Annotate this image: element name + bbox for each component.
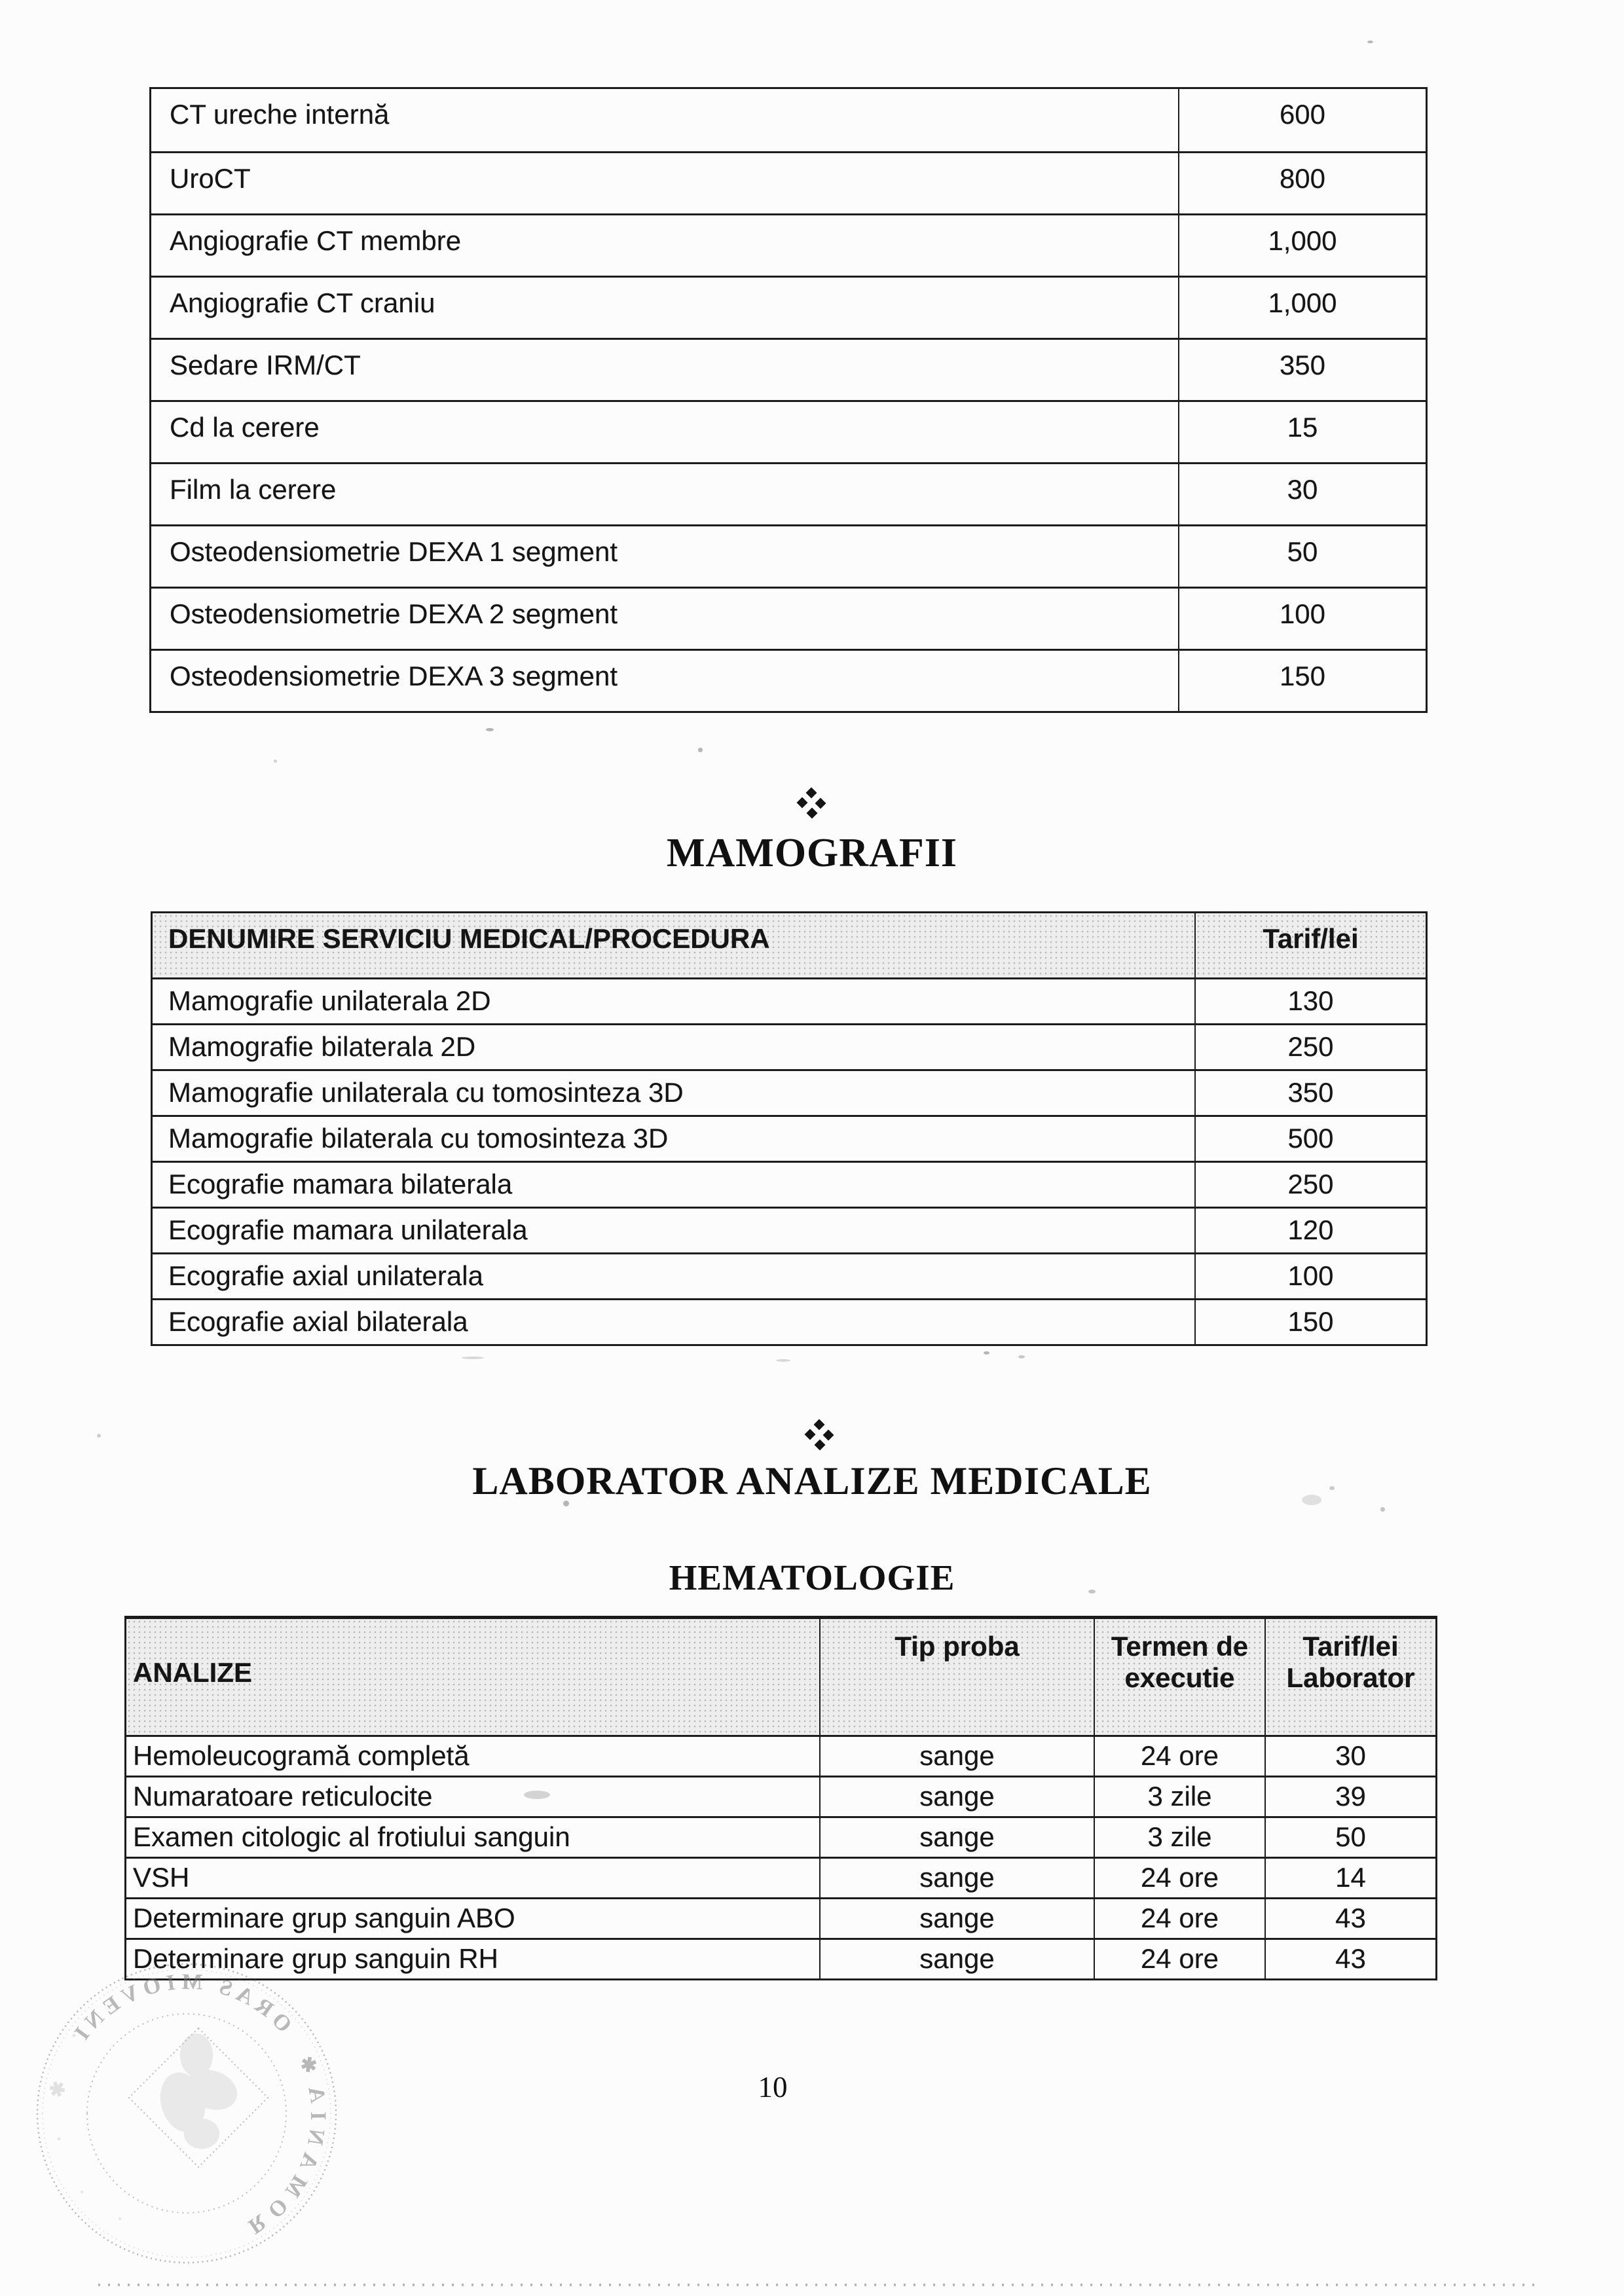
- analysis-price: 43: [1264, 1940, 1435, 1978]
- service-price: 30: [1178, 464, 1426, 524]
- service-name: Osteodensiometrie DEXA 2 segment: [170, 598, 618, 629]
- mamografii-price-table: [151, 911, 1428, 1346]
- service-price: 150: [1194, 1300, 1426, 1344]
- service-name: Ecografie mamara bilaterala: [168, 1169, 513, 1199]
- table-row: [151, 587, 1426, 649]
- table-row: [153, 1161, 1426, 1207]
- service-name: Film la cerere: [170, 474, 337, 505]
- turnaround-time: 3 zile: [1094, 1777, 1264, 1816]
- column-header-service: DENUMIRE SERVICIU MEDICAL/PROCEDURA: [153, 913, 1194, 977]
- service-name: Mamografie bilaterala 2D: [168, 1031, 476, 1062]
- sample-type: sange: [819, 1737, 1094, 1776]
- service-name: Mamografie bilaterala cu tomosinteza 3D: [168, 1123, 669, 1154]
- table-row: [151, 89, 1426, 151]
- sample-type: sange: [819, 1940, 1094, 1978]
- service-name: Osteodensiometrie DEXA 3 segment: [170, 661, 618, 691]
- column-header-tariff: Tarif/lei: [1194, 913, 1426, 977]
- svg-text:ORAS MIOVENI: ORAS MIOVENI: [67, 1969, 297, 2049]
- service-price: 600: [1178, 89, 1426, 151]
- analysis-name: Determinare grup sanguin RH: [133, 1943, 498, 1974]
- service-price: 250: [1194, 1025, 1426, 1069]
- sample-type: sange: [819, 1859, 1094, 1897]
- radiology-price-table: [149, 87, 1428, 713]
- service-name: Ecografie axial unilaterala: [168, 1260, 483, 1291]
- column-header-tarif-laborator: Tarif/lei Laborator: [1264, 1619, 1435, 1735]
- svg-text:✱: ✱: [46, 2079, 71, 2100]
- section-subtitle-hematologie: HEMATOLOGIE: [669, 1558, 955, 1597]
- table-row: [126, 1816, 1435, 1857]
- table-row: [153, 1115, 1426, 1161]
- section-title-laborator: LABORATOR ANALIZE MEDICALE: [472, 1459, 1152, 1503]
- service-name: Ecografie mamara unilaterala: [168, 1214, 528, 1245]
- table-row: [151, 276, 1426, 338]
- service-price: 1,000: [1178, 215, 1426, 276]
- service-price: 120: [1194, 1209, 1426, 1252]
- service-price: 15: [1178, 402, 1426, 462]
- table-header-row: [126, 1619, 1435, 1735]
- service-price: 250: [1194, 1163, 1426, 1207]
- service-name: Cd la cerere: [170, 412, 320, 443]
- service-name: Ecografie axial bilaterala: [168, 1306, 468, 1337]
- turnaround-time: 24 ore: [1094, 1737, 1264, 1776]
- turnaround-time: 3 zile: [1094, 1818, 1264, 1857]
- table-row: [126, 1776, 1435, 1816]
- analysis-price: 43: [1264, 1899, 1435, 1938]
- table-row: [153, 1252, 1426, 1298]
- analysis-price: 39: [1264, 1777, 1435, 1816]
- service-price: 100: [1194, 1254, 1426, 1298]
- table-header-row: [153, 913, 1426, 977]
- service-price: 500: [1194, 1117, 1426, 1161]
- round-official-stamp-icon: [13, 1942, 357, 2295]
- service-name: Mamografie unilaterala 2D: [168, 985, 491, 1016]
- table-row: [151, 151, 1426, 213]
- page-number: 10: [758, 2071, 788, 2104]
- service-name: Angiografie CT craniu: [170, 287, 435, 318]
- service-price: 130: [1194, 979, 1426, 1023]
- column-header-termen: Termen de executie: [1094, 1619, 1264, 1735]
- service-name: Angiografie CT membre: [170, 225, 462, 256]
- column-header-analize: ANALIZE: [126, 1619, 819, 1735]
- analysis-price: 30: [1264, 1737, 1435, 1776]
- analysis-name: VSH: [133, 1862, 190, 1893]
- analysis-price: 50: [1264, 1818, 1435, 1857]
- table-row: [153, 1023, 1426, 1069]
- service-name: Osteodensiometrie DEXA 1 segment: [170, 536, 618, 567]
- service-name: Sedare IRM/CT: [170, 350, 361, 380]
- service-price: 150: [1178, 651, 1426, 711]
- service-name: UroCT: [170, 163, 251, 194]
- column-header-tip-proba: Tip proba: [819, 1619, 1094, 1735]
- service-price: 100: [1178, 589, 1426, 649]
- table-row: [151, 462, 1426, 524]
- turnaround-time: 24 ore: [1094, 1899, 1264, 1938]
- table-row: [153, 977, 1426, 1023]
- analysis-price: 14: [1264, 1859, 1435, 1897]
- service-price: 1,000: [1178, 278, 1426, 338]
- table-row: [153, 1298, 1426, 1344]
- service-name: Mamografie unilaterala cu tomosinteza 3D: [168, 1077, 684, 1108]
- four-diamond-ornament-icon: [805, 1421, 835, 1451]
- table-row: [151, 400, 1426, 462]
- table-row: [126, 1735, 1435, 1776]
- analysis-name: Determinare grup sanguin ABO: [133, 1903, 515, 1933]
- table-row: [126, 1897, 1435, 1938]
- sample-type: sange: [819, 1818, 1094, 1857]
- table-row: [151, 338, 1426, 400]
- analysis-name: Hemoleucogramă completă: [133, 1740, 470, 1771]
- four-diamond-ornament-icon: [797, 789, 827, 819]
- table-row: [153, 1207, 1426, 1252]
- hematologie-analysis-table: [124, 1616, 1437, 1980]
- turnaround-time: 24 ore: [1094, 1859, 1264, 1897]
- service-price: 350: [1178, 340, 1426, 400]
- stamp-eagle-emblem: [154, 2033, 242, 2149]
- sample-type: sange: [819, 1777, 1094, 1816]
- service-name: CT ureche internă: [170, 99, 390, 130]
- table-row: [126, 1857, 1435, 1897]
- analysis-name: Examen citologic al frotiului sanguin: [133, 1821, 570, 1852]
- table-row: [153, 1069, 1426, 1115]
- analysis-name: Numaratoare reticulocite: [133, 1781, 433, 1812]
- sample-type: sange: [819, 1899, 1094, 1938]
- table-row: [151, 649, 1426, 711]
- svg-text:ROMANIA: ROMANIA: [244, 2077, 331, 2239]
- table-row: [151, 213, 1426, 276]
- table-row: [151, 524, 1426, 587]
- service-price: 50: [1178, 526, 1426, 587]
- turnaround-time: 24 ore: [1094, 1940, 1264, 1978]
- svg-text:✱: ✱: [295, 2053, 322, 2077]
- service-price: 350: [1194, 1071, 1426, 1115]
- section-title-mamografii: MAMOGRAFII: [667, 831, 957, 875]
- service-price: 800: [1178, 153, 1426, 213]
